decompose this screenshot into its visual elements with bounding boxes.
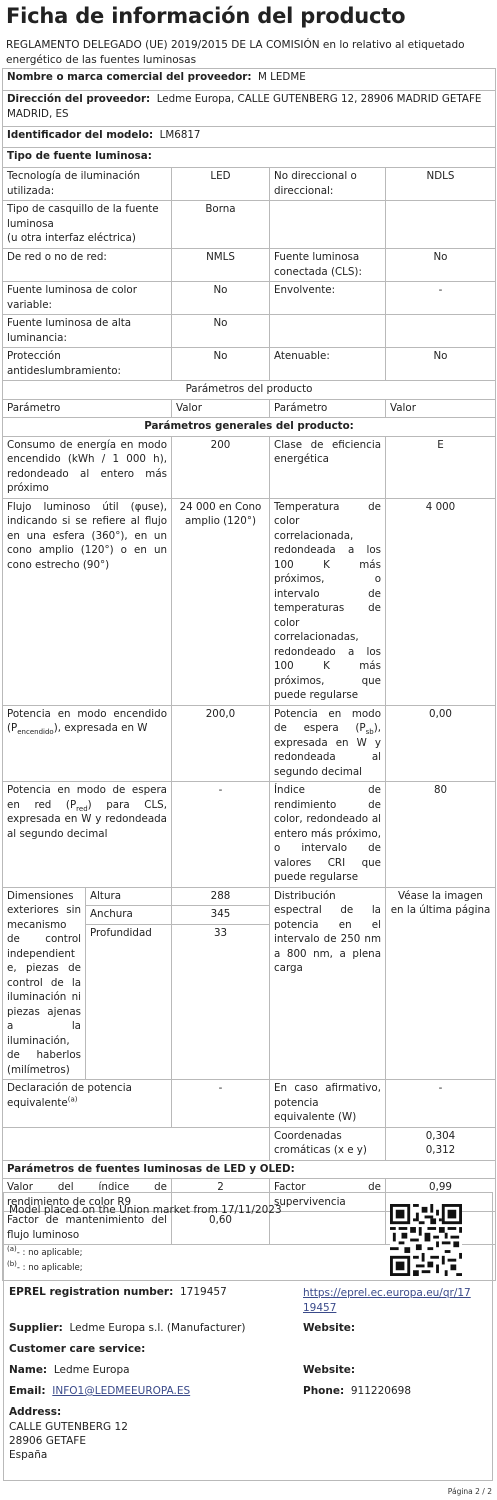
eprel-info-box [3, 1192, 493, 1481]
cls-value: No [386, 249, 496, 282]
supplier-name-label: Nombre o marca comercial del proveedor: [7, 71, 252, 83]
eprel-registration [9, 1286, 227, 1298]
high-luminance-label: Fuente luminosa de alta luminancia: [3, 315, 172, 348]
eprel-registration-number: 1719457 [179, 1286, 227, 1298]
color-tunable-value: No [172, 282, 270, 315]
chromaticity-value [386, 1127, 496, 1160]
equivalent-power-w-value: - [386, 1080, 496, 1128]
lumen-maintenance-value: 0,60 [172, 1212, 270, 1245]
col-value-header: Valor [172, 399, 270, 418]
empty-cell [270, 201, 386, 249]
height-value: 288 [172, 887, 270, 906]
lumen-maintenance-label: Factor de mantenimiento del flujo luminoso [3, 1212, 172, 1245]
cri-label: Índice de rendimiento de color, redondeado al entero más próximo, o intervalo de valores CRI que puede regularse [270, 782, 386, 888]
depth-value: 33 [172, 924, 270, 1079]
dimmable-value: No [386, 348, 496, 381]
supplier-address-row [3, 91, 496, 127]
care-website-label: Website: [303, 1364, 356, 1376]
mains-label: De red o no de red: [3, 249, 172, 282]
color-tunable-label: Fuente luminosa de color variable: [3, 282, 172, 315]
cct-value: 4 000 [386, 498, 496, 705]
product-info-table [2, 68, 496, 1281]
empty-cell [386, 315, 496, 348]
care-name-label: Name: [9, 1364, 48, 1376]
energy-consumption-label: Consumo de energía en modo encendido (kWh / 1 000 h), redondeado al entero más próximo [3, 436, 172, 498]
directional-label: No direccional o direccional: [270, 168, 386, 201]
standby-power-value: 0,00 [386, 705, 496, 782]
networked-standby-value: - [172, 782, 270, 888]
cct-label: Temperatura de color correlacionada, redondeada a los 100 K más próximos, o intervalo de temperaturas de color correlacionadas, redondeado a los 100 K más próximos, que puede regularse [270, 498, 386, 705]
supplier-value: Ledme Europa s.l. (Manufacturer) [69, 1322, 246, 1334]
model-id-row [3, 127, 496, 148]
care-address-value: CALLE GUTENBERG 12 28906 GETAFE España [9, 1421, 128, 1461]
footnote-a: $^{(a)}$- : no aplicable; [7, 1245, 83, 1258]
height-label: Altura [86, 887, 172, 906]
empty-cell [3, 1127, 270, 1160]
on-mode-power-value: 200,0 [172, 705, 270, 782]
dimmable-label: Atenuable: [270, 348, 386, 381]
page-number: Página 2 / 2 [447, 1487, 492, 1496]
energy-class-label: Clase de eficiencia energética [270, 436, 386, 498]
model-id-value: LM6817 [159, 129, 201, 141]
eprel-url-link[interactable]: https://eprel.ec.europa.eu/qr/17 19457 [303, 1287, 471, 1314]
cls-label: Fuente luminosa conectada (CLS): [270, 249, 386, 282]
supplier-address-label: Dirección del proveedor: [7, 93, 151, 105]
cri-value: 80 [386, 782, 496, 888]
general-params-heading: Parámetros generales del producto: [3, 418, 496, 437]
depth-label: Profundidad [86, 924, 172, 1079]
empty-cell [270, 315, 386, 348]
antiglare-value: No [172, 348, 270, 381]
eprel-registration-label: EPREL registration number: [9, 1286, 174, 1298]
chromaticity-y: 0,312 [425, 1144, 456, 1156]
col-param-header-2: Parámetro [270, 399, 386, 418]
survival-factor-label: Factor de supervivencia [270, 1179, 386, 1212]
spectral-distribution-label: Distribución espectral de la potencia en el intervalo de 250 nm a 800 nm, a plena carga [270, 887, 386, 1080]
care-name [9, 1364, 130, 1376]
mains-value: NMLS [172, 249, 270, 282]
cap-type-value: Borna [172, 201, 270, 249]
care-email-link[interactable]: INFO1@LEDMEEUROPA.ES [52, 1385, 191, 1397]
supplier-address-value: Ledme Europa, CALLE GUTENBERG 12, 28906 MADRID GETAFE MADRID, ES [7, 93, 482, 120]
supplier-name-value: M LEDME [258, 71, 306, 83]
care-phone-label: Phone: [303, 1385, 345, 1397]
supplier-name-row [3, 69, 496, 91]
care-name-value: Ledme Europa [53, 1364, 130, 1376]
product-params-heading: Parámetros del producto [3, 381, 496, 400]
tech-value: LED [172, 168, 270, 201]
cap-type-label-note: (u otra interfaz eléctrica) [7, 232, 136, 244]
r9-value: 2 [172, 1179, 270, 1212]
high-luminance-value: No [172, 315, 270, 348]
r9-label: Valor del índice de rendimiento de color R9 [3, 1179, 172, 1212]
energy-consumption-value: 200 [172, 436, 270, 498]
cap-type-cell [3, 201, 172, 249]
energy-class-value: E [386, 436, 496, 498]
equivalent-power-w-label: En caso afirmativo, potencia equivalente (W) [270, 1080, 386, 1128]
spectral-distribution-value: Véase la imagen en la última página [386, 887, 496, 1080]
care-phone-value: 911220698 [350, 1385, 411, 1397]
networked-standby-label: Potencia en modo de espera en red $(P_{red})$ para CLS, expresada en W y redondeada al segundo decimal [3, 782, 172, 888]
equivalent-power-label: Declaración de potencia equivalente$^{(a)}$ [3, 1080, 172, 1128]
antiglare-label: Protección antideslumbramiento: [3, 348, 172, 381]
cap-type-label: Tipo de casquillo de la fuente luminosa [7, 203, 159, 230]
website-label: Website: [303, 1322, 356, 1334]
customer-care-label: Customer care service: [9, 1343, 146, 1355]
care-email [9, 1385, 190, 1397]
chromaticity-x: 0,304 [425, 1129, 456, 1142]
page-title: Ficha de información del producto [6, 4, 406, 28]
qr-code[interactable] [390, 1204, 462, 1276]
supplier-label: Supplier: [9, 1322, 63, 1334]
luminous-flux-label: Flujo luminoso útil (φuse), indicando si se refiere al flujo en una esfera (360°), en un cono amplio (120°) o en un cono estrecho (90°) [3, 498, 172, 705]
regulation-intro: REGLAMENTO DELEGADO (UE) 2019/2015 DE LA COMISIÓN en lo relativo al etiquetado energético de las fuentes luminosas [6, 39, 465, 66]
standby-power-label: Potencia en modo de espera $(P_{sb})$, expresada en W y redondeada al segundo decimal [270, 705, 386, 782]
envelope-label: Envolvente: [270, 282, 386, 315]
supplier-info [9, 1322, 245, 1334]
envelope-value: - [386, 282, 496, 315]
chromaticity-label: Coordenadas cromáticas (x e y) [270, 1127, 386, 1160]
col-param-header: Parámetro [3, 399, 172, 418]
width-label: Anchura [86, 906, 172, 925]
luminous-flux-value: 24 000 en Cono amplio (120°) [172, 498, 270, 705]
care-phone [303, 1385, 411, 1397]
survival-factor-value: 0,99 [386, 1179, 496, 1212]
dimensions-label: Dimensiones exteriores sin mecanismo de control independiente, piezas de control de la iluminación ni piezas ajenas a la iluminación, de haberlos (milímetros) [3, 887, 86, 1080]
empty-cell [386, 201, 496, 249]
directional-value: NDLS [386, 168, 496, 201]
source-type-heading: Tipo de fuente luminosa: [3, 148, 496, 168]
tech-label: Tecnología de iluminación utilizada: [3, 168, 172, 201]
on-mode-power-label: Potencia en modo encendido $(P_{encendido})$, expresada en W [3, 705, 172, 782]
col-value-header-2: Valor [386, 399, 496, 418]
led-params-heading: Parámetros de fuentes luminosas de LED y OLED: [3, 1160, 496, 1179]
model-id-label: Identificador del modelo: [7, 129, 154, 141]
market-placement-text: Model placed on the Union market from 17/11/2023 [9, 1204, 282, 1216]
care-email-label: Email: [9, 1385, 46, 1397]
footnote-b: $^{(b)}$- : no aplicable; [7, 1259, 83, 1273]
care-address-label: Address: [9, 1406, 62, 1418]
width-value: 345 [172, 906, 270, 925]
equivalent-power-value: - [172, 1080, 270, 1128]
